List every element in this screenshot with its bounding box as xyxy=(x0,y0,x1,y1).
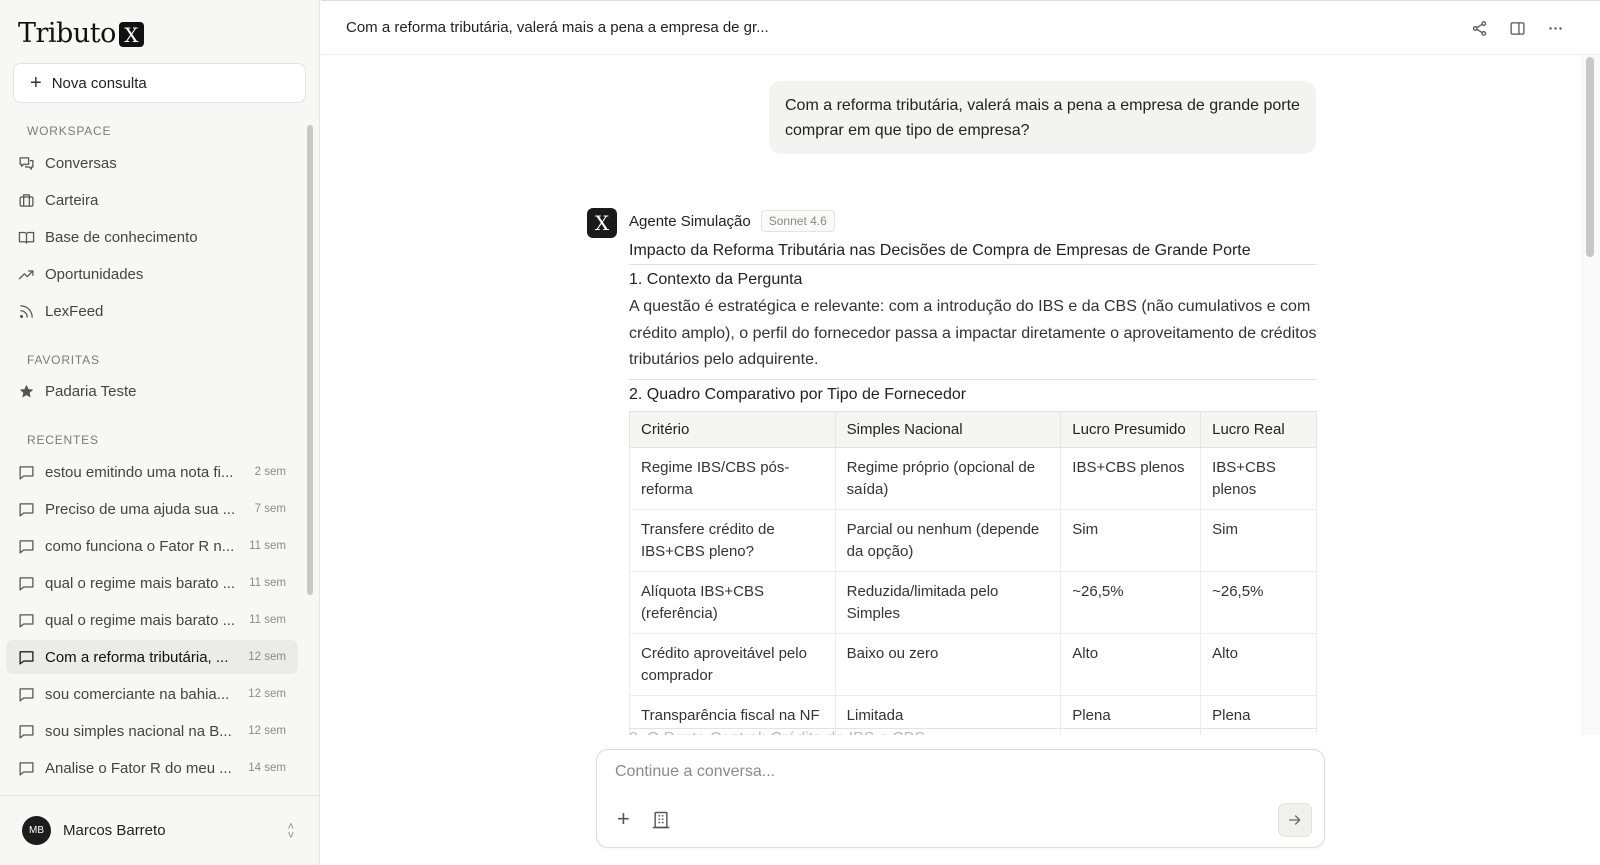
chat-icon xyxy=(18,760,35,777)
table-cell: Alto xyxy=(1061,634,1201,696)
chat-icon xyxy=(18,723,35,740)
logo-text: Tributo xyxy=(18,18,116,49)
recent-conversation-item[interactable] xyxy=(6,677,298,711)
table-cell: Regime IBS/CBS pós-reforma xyxy=(630,448,836,510)
sidebar-item-lexfeed[interactable] xyxy=(18,296,298,326)
chevron-up-down-icon[interactable]: ˄ ˅ xyxy=(287,821,294,842)
table-cell: Plena xyxy=(1201,696,1317,737)
recents-section-label: RECENTES xyxy=(27,433,99,447)
conversation-header xyxy=(321,0,1600,55)
sidebar-item-oportunidades[interactable] xyxy=(18,259,298,289)
recent-age: 14 sem xyxy=(248,762,286,774)
chat-icon xyxy=(18,538,35,555)
recent-conversation-item[interactable] xyxy=(6,529,298,563)
send-arrow-icon xyxy=(1287,812,1303,828)
table-cell: IBS+CBS plenos xyxy=(1201,448,1317,510)
section-paragraph: A questão é estratégica e relevante: com a introdução do IBS e da CBS (não cumulativos e com crédito amplo), o perfil do fornecedor passa a impactar diretamente o aproveitamento de créditos tributários pelo adquirente. xyxy=(629,294,1317,380)
table-cell: Sim xyxy=(1201,510,1317,572)
agent-response xyxy=(629,240,1317,406)
table-row xyxy=(630,634,1317,696)
book-icon xyxy=(18,229,35,246)
avatar: MB xyxy=(22,816,51,845)
user-name: Marcos Barreto xyxy=(63,822,166,839)
recent-title: qual o regime mais barato ... xyxy=(45,574,236,592)
plus-icon: + xyxy=(30,72,42,94)
agent-name: Agente Simulação xyxy=(629,212,751,230)
main-scrollbar-thumb[interactable] xyxy=(1586,57,1594,257)
recent-title: estou emitindo uma nota fi... xyxy=(45,463,234,481)
recent-age: 12 sem xyxy=(248,651,286,663)
table-row xyxy=(630,448,1317,510)
sidebar xyxy=(0,0,320,865)
table-cell: Regime próprio (opcional de saída) xyxy=(835,448,1061,510)
trending-up-icon xyxy=(18,266,35,283)
recent-title: como funciona o Fator R n... xyxy=(45,537,235,555)
recent-age: 11 sem xyxy=(249,540,286,552)
table-header-cell: Critério xyxy=(630,412,836,448)
sidebar-item-label: Base de conhecimento xyxy=(45,228,198,246)
new-consultation-label: Nova consulta xyxy=(51,74,147,92)
section-title: 2. Quadro Comparativo por Tipo de Fornecedor xyxy=(629,385,967,403)
share-icon[interactable] xyxy=(1469,18,1489,38)
table-cell: Baixo ou zero xyxy=(835,634,1061,696)
user-menu[interactable] xyxy=(0,795,320,865)
sidebar-item-label: Oportunidades xyxy=(45,265,144,283)
recent-age: 11 sem xyxy=(249,614,286,626)
sidebar-scrollbar[interactable] xyxy=(307,125,313,595)
favorites-section-label: FAVORITAS xyxy=(27,353,100,367)
recent-title: sou comerciante na bahia... xyxy=(45,685,230,703)
table-cell: ~26,5% xyxy=(1201,572,1317,634)
table-cell: Sim xyxy=(1061,510,1201,572)
table-header-cell: Lucro Real xyxy=(1201,412,1317,448)
favorite-item-padaria-teste[interactable] xyxy=(18,376,298,406)
message-composer[interactable] xyxy=(596,749,1325,848)
table-header-cell: Simples Nacional xyxy=(835,412,1061,448)
recent-title: Analise o Fator R do meu ... xyxy=(45,759,232,777)
table-cell: Transparência fiscal na NF xyxy=(630,696,836,737)
building-icon[interactable] xyxy=(651,810,671,830)
chat-icon xyxy=(18,501,35,518)
table-header-row xyxy=(630,412,1317,448)
table-row xyxy=(630,572,1317,634)
recent-title: qual o regime mais barato ... xyxy=(45,611,236,629)
sidebar-item-label: Padaria Teste xyxy=(45,382,137,400)
model-badge: Sonnet 4.6 xyxy=(761,210,835,232)
chat-icon xyxy=(18,575,35,592)
briefcase-icon xyxy=(18,192,35,209)
recent-age: 11 sem xyxy=(249,577,286,589)
recent-age: 12 sem xyxy=(248,725,286,737)
chat-icon xyxy=(18,612,35,629)
rss-icon xyxy=(18,303,35,320)
table-cell: Alíquota IBS+CBS (referência) xyxy=(630,572,836,634)
comparison-table xyxy=(629,411,1317,737)
sidebar-item-conversas[interactable] xyxy=(18,148,298,178)
section-title: 1. Contexto da Pergunta xyxy=(629,271,803,288)
chat-icon xyxy=(18,649,35,666)
user-message: Com a reforma tributária, valerá mais a pena a empresa de grande porte comprar em que tipo de empresa? xyxy=(769,81,1316,154)
logo-mark: X xyxy=(119,22,144,47)
recent-title: Com a reforma tributária, ... xyxy=(45,648,229,666)
recent-title: Preciso de uma ajuda sua ... xyxy=(45,500,236,518)
recent-age: 2 sem xyxy=(254,466,286,478)
page-title: Com a reforma tributária, valerá mais a pena a empresa de gr... xyxy=(346,19,769,36)
sidebar-item-label: Carteira xyxy=(45,191,99,209)
send-button[interactable] xyxy=(1278,803,1312,837)
plus-icon[interactable]: + xyxy=(617,806,630,831)
recent-conversation-item[interactable] xyxy=(6,455,298,489)
table-cell: Reduzida/limitada pelo Simples xyxy=(835,572,1061,634)
workspace-section-label: WORKSPACE xyxy=(27,124,112,138)
table-header-cell: Lucro Presumido xyxy=(1061,412,1201,448)
more-options-icon[interactable] xyxy=(1545,18,1565,38)
table-cell: Crédito aproveitável pelo comprador xyxy=(630,634,836,696)
sidebar-item-carteira[interactable] xyxy=(18,185,298,215)
table-cell: Plena xyxy=(1061,696,1201,737)
agent-header xyxy=(629,210,835,232)
recent-age: 12 sem xyxy=(248,688,286,700)
recent-conversation-item[interactable] xyxy=(6,714,298,748)
table-cell: IBS+CBS plenos xyxy=(1061,448,1201,510)
recent-conversation-item[interactable] xyxy=(6,492,298,526)
sidebar-item-label: Conversas xyxy=(45,154,117,172)
chat-icon xyxy=(18,686,35,703)
recent-conversation-item[interactable] xyxy=(6,751,298,785)
sidebar-item-label: LexFeed xyxy=(45,302,104,320)
logo[interactable] xyxy=(18,18,144,49)
table-cell: Parcial ou nenhum (depende da opção) xyxy=(835,510,1061,572)
recent-title: sou simples nacional na B... xyxy=(45,722,232,740)
recent-conversation-item[interactable] xyxy=(6,566,298,600)
table-cell: Transfere crédito de IBS+CBS pleno? xyxy=(630,510,836,572)
star-icon xyxy=(18,383,35,400)
agent-avatar: X xyxy=(587,208,617,238)
table-cell: Alto xyxy=(1201,634,1317,696)
sidebar-item-base-conhecimento[interactable] xyxy=(18,222,298,252)
recent-age: 7 sem xyxy=(254,503,286,515)
response-heading: Impacto da Reforma Tributária nas Decisões de Compra de Empresas de Grande Porte xyxy=(629,240,1317,265)
chat-icon xyxy=(18,464,35,481)
split-panel-icon[interactable] xyxy=(1507,18,1527,38)
table-row xyxy=(630,510,1317,572)
recent-conversation-item-active[interactable] xyxy=(6,640,298,674)
table-cell: Limitada xyxy=(835,696,1061,737)
recent-conversation-item[interactable] xyxy=(6,603,298,637)
new-consultation-button[interactable] xyxy=(13,63,306,103)
chat-bubbles-icon xyxy=(18,155,35,172)
message-input[interactable] xyxy=(615,763,1295,781)
table-cell: ~26,5% xyxy=(1061,572,1201,634)
